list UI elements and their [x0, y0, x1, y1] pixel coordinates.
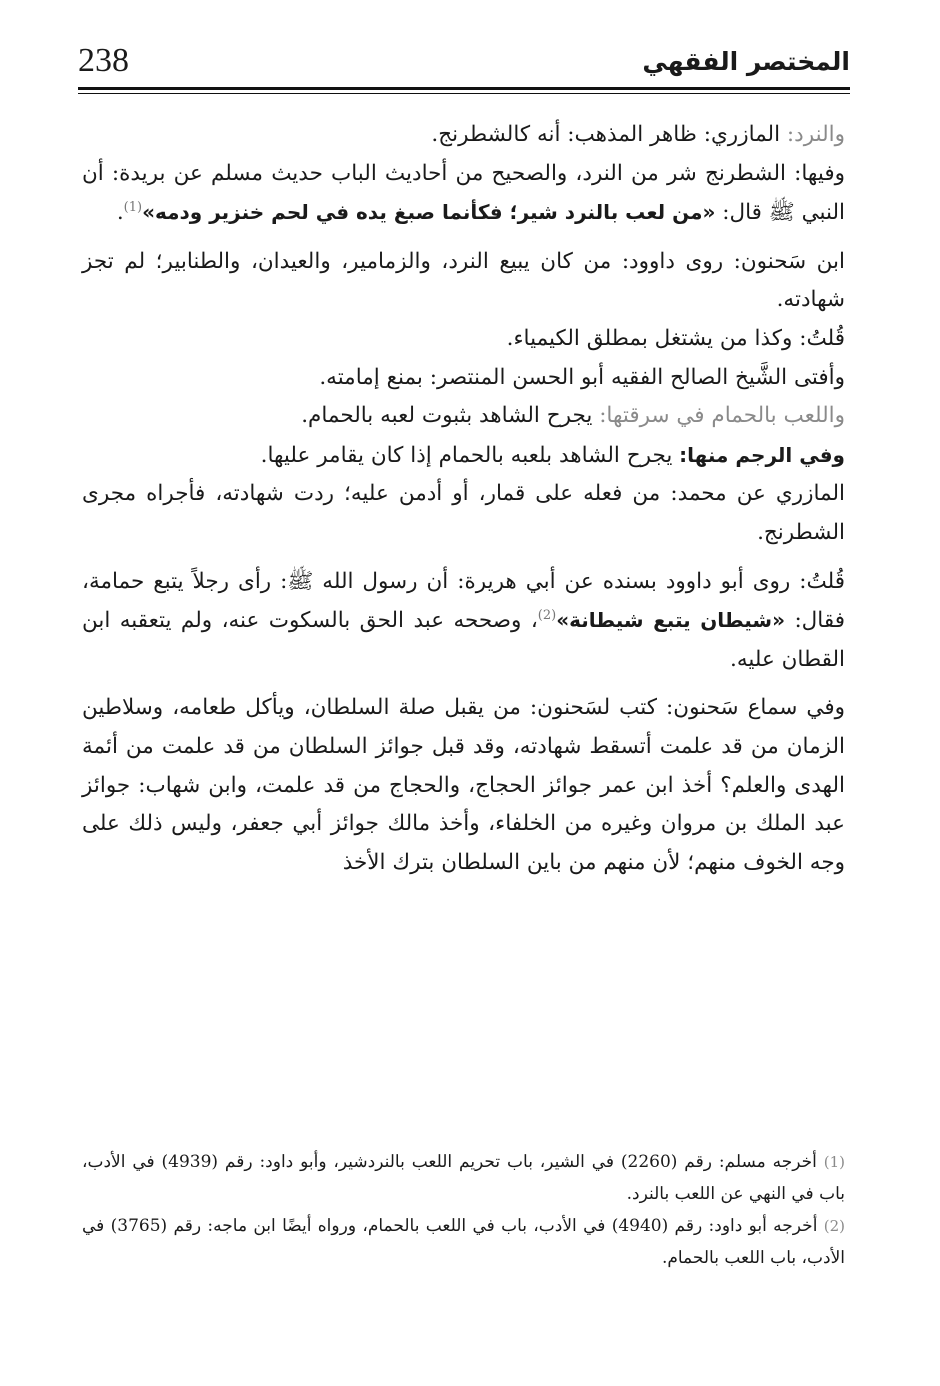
header-rule-thick — [78, 87, 850, 90]
paragraph-4: قُلتُ: وكذا من يشتغل بمطلق الكيمياء. — [506, 325, 845, 351]
page-number: 238 — [78, 42, 129, 79]
running-title: المختصر الفقهي — [642, 47, 850, 76]
paragraph-6-text: يجرح الشاهد بثبوت لعبه بالحمام. — [301, 403, 600, 429]
footnote-2 — [82, 1210, 845, 1274]
paragraph-5: وأفتى الشَّيخ الصالح الفقيه أبو الحسن المنتصر: بمنع إمامته. — [319, 364, 845, 390]
paragraph-9-text-b: ، وصححه عبد الحق بالسكوت عنه، ولم يتعقبه ابن القطان عليه. — [82, 608, 845, 672]
paragraph-2-text-b: . — [116, 200, 124, 226]
footnote-ref-1: (1) — [123, 200, 143, 216]
footnote-1-mark: (1) — [823, 1153, 845, 1171]
hadith-quote-1: «من لعب بالنرد شير؛ فكأنما صبغ يده في لحم خنزير ودمه» — [142, 200, 716, 225]
paragraph-7-bold: وفي الرجم منها: — [679, 442, 845, 467]
footnote-2-mark: (2) — [823, 1217, 845, 1235]
paragraph-1-prefix: والنرد: — [786, 122, 845, 147]
footnotes — [82, 1146, 845, 1274]
header-rule-thin — [78, 93, 850, 94]
paragraph-1-text: المازري: ظاهر المذهب: أنه كالشطرنج. — [431, 122, 787, 147]
page-header — [78, 36, 850, 86]
footnote-1 — [82, 1146, 845, 1210]
paragraph-7-text: يجرح الشاهد بلعبه بالحمام إذا كان يقامر عليها. — [260, 442, 680, 468]
paragraph-3: ابن سَحنون: روى داوود: من كان يبيع النرد، والزمامير، والعيدان، والطنابير؛ لم تجز شهادته. — [82, 248, 845, 313]
paragraph-1 — [82, 116, 845, 155]
hadith-quote-2: «شيطان يتبع شيطانة» — [556, 608, 786, 633]
footnote-ref-2: (2) — [537, 607, 557, 623]
footnote-2-text: أخرجه أبو داود: رقم (4940) في الأدب، باب في اللعب بالحمام، ورواه أيضًا ابن ماجه: رقم (3765) في الأدب، باب اللعب بالحمام. — [82, 1216, 845, 1268]
paragraph-9-text-a: قُلتُ: روى أبو داوود بسنده عن أبي هريرة: أن رسول الله ﷺ: رأى رجلاً يتبع حمامة، فقال: — [82, 568, 846, 634]
paragraph-6-prefix: واللعب بالحمام في سرقتها: — [599, 403, 845, 429]
paragraph-6 — [82, 397, 845, 436]
paragraph-7 — [82, 436, 845, 476]
main-text — [82, 116, 845, 882]
paragraph-8: المازري عن محمد: من فعله على قمار، أو أدمن عليه؛ ردت شهادته، فأجراه مجرى الشطرنج. — [82, 481, 845, 545]
paragraph-9 — [82, 563, 845, 680]
paragraph-2-text-a: وفيها: الشطرنج شر من النرد، والصحيح من أحاديث الباب حديث مسلم عن بريدة: أن النبي ﷺ قال: — [82, 160, 845, 226]
paragraph-2 — [82, 155, 845, 233]
footnote-1-text: أخرجه مسلم: رقم (2260) في الشير، باب تحريم اللعب بالنردشير، وأبو داود: رقم (4939) في الأدب، باب في النهي عن اللعب بالنرد. — [82, 1152, 845, 1204]
paragraph-10: وفي سماع سَحنون: كتب لسَحنون: من يقبل صلة السلطان، ويأكل طعامه، وسلاطين الزمان من قد علمت أتسقط شهادته، وقد قبل جوائز السلطان من قد علمت من أئمة الهدى والعلم؟ أخذ ابن عمر جوائز الحجاج، والحجاج من قد علمت، وابن شهاب: جوائز عبد الملك بن مروان وغيره من الخلفاء، وأخذ مالك جوائز أبي جعفر، وليس ذلك على وجه الخوف منهم؛ لأن منهم من باين السلطان بترك الأخذ — [82, 695, 845, 875]
